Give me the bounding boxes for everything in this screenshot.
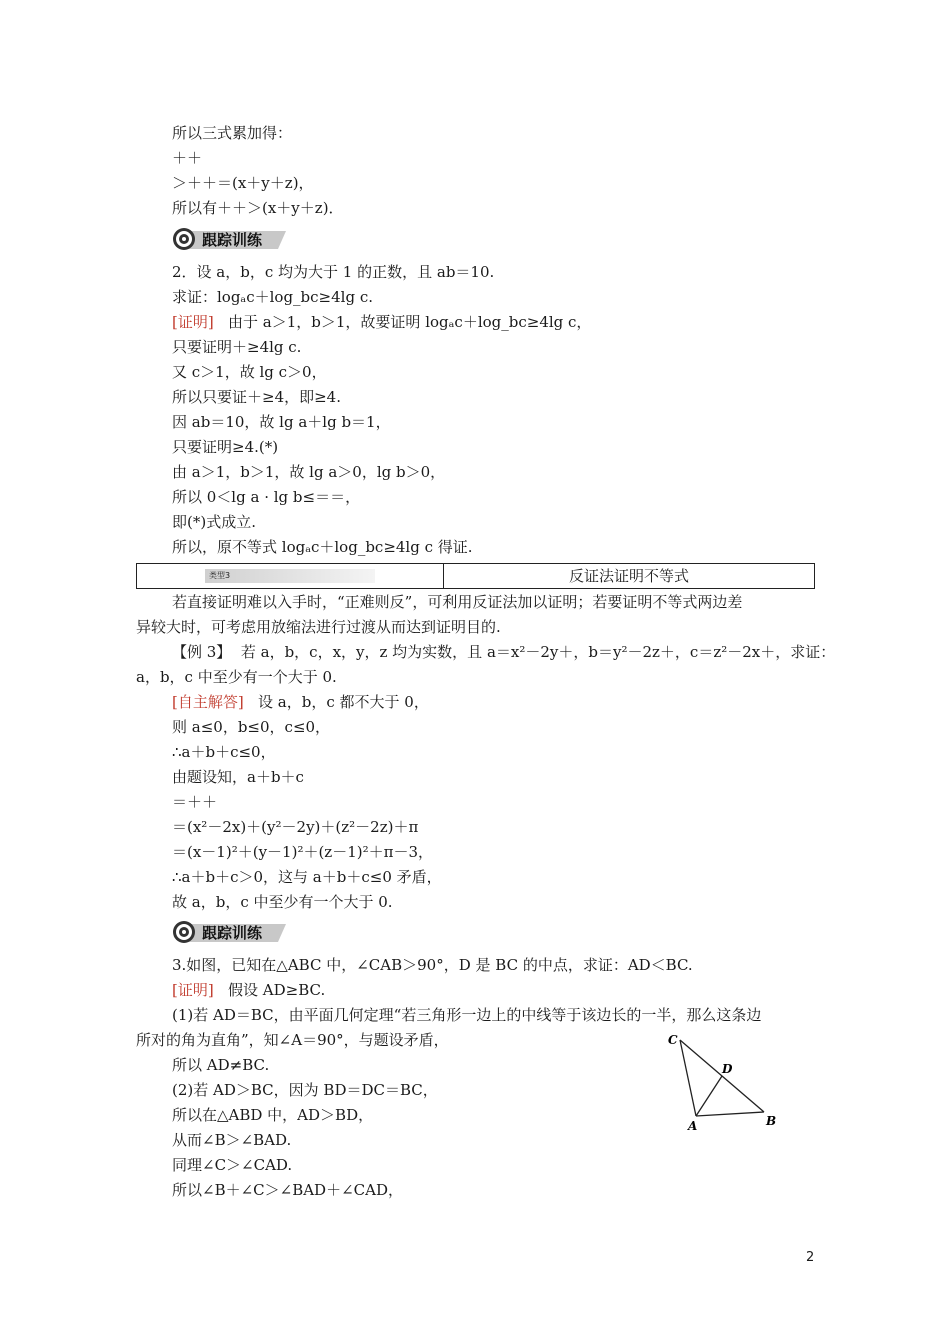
text-line: 从而∠B＞∠BAD.: [172, 1131, 292, 1149]
text-line: 因 ab＝10，故 lg a＋lg b＝1，: [172, 413, 391, 431]
answer-line: [172, 692, 429, 712]
triangle-diagram: [660, 1030, 790, 1130]
tracking-training-banner: [170, 227, 286, 251]
proof-text: 由于 a＞1，b＞1，故要证明 logₐc＋log_bc≥4lg c，: [228, 313, 592, 331]
text-line: 所对的角为直角”，知∠A＝90°，与题设矛盾，: [136, 1031, 449, 1049]
text-line: 由 a＞1，b＞1，故 lg a＞0，lg b＞0，: [172, 463, 446, 481]
question-2: 2．设 a，b，c 均为大于 1 的正数，且 ab＝10.: [172, 263, 495, 281]
text-line: 所以三式累加得：: [172, 124, 293, 142]
type-tag-cell: [137, 564, 444, 588]
banner-label: 跟踪训练: [202, 924, 263, 942]
proof-text: 假设 AD≥BC.: [228, 981, 326, 999]
type-title: 反证法证明不等式: [568, 567, 689, 585]
text-line: ＋＋: [172, 149, 203, 167]
proof-tag: [证明]: [172, 981, 214, 999]
text-line: 所以∠B＋∠C＞∠BAD＋∠CAD，: [172, 1181, 403, 1199]
intro-line: 若直接证明难以入手时，“正难则反”，可利用反证法加以证明；若要证明不等式两边差: [172, 593, 743, 611]
text-line: (2)若 AD＞BC，因为 BD＝DC＝BC，: [172, 1081, 438, 1099]
text-line: 由题设知，a＋b＋c: [172, 768, 304, 786]
text-line: 所以，原不等式 logₐc＋log_bc≥4lg c 得证.: [172, 538, 473, 556]
proof-line: [172, 980, 325, 1000]
example-3: [172, 642, 835, 662]
vertex-label-d: D: [722, 1062, 733, 1076]
text-line: 又 c＞1，故 lg c＞0，: [172, 363, 327, 381]
text-line: ＝(x－1)²＋(y－1)²＋(z－1)²＋π－3，: [172, 843, 434, 861]
intro-line: 异较大时，可考虑用放缩法进行过渡从而达到证明目的.: [136, 618, 501, 636]
text-line: ∴a＋b＋c≤0，: [172, 743, 276, 761]
answer-tag: [自主解答]: [172, 693, 244, 711]
proof-line: [172, 312, 591, 332]
triangle-figure: [660, 1030, 790, 1130]
text-line: 只要证明＋≥4lg c.: [172, 338, 302, 356]
text-line: 同理∠C＞∠CAD.: [172, 1156, 293, 1174]
vertex-label-c: C: [668, 1033, 678, 1047]
text-line: 所以只要证＋≥4，即≥4.: [172, 388, 341, 406]
text-line: ∴a＋b＋c＞0，这与 a＋b＋c≤0 矛盾，: [172, 868, 442, 886]
vertex-label-b: B: [766, 1114, 777, 1128]
text-line: 所以 AD≠BC.: [172, 1056, 270, 1074]
vertex-label-a: A: [688, 1119, 698, 1130]
text-line: 所以有＋＋＞(x＋y＋z)．: [172, 199, 344, 217]
text-line: ＞＋＋＝(x＋y＋z)，: [172, 174, 314, 192]
text-line: ＝(x²－2x)＋(y²－2y)＋(z²－2z)＋π: [172, 818, 419, 836]
example-tag: 【例 3】: [172, 643, 232, 661]
text-line: 只要证明≥4.(*): [172, 438, 279, 456]
example-line: a，b，c 中至少有一个大于 0.: [136, 668, 337, 686]
text-line: 故 a，b，c 中至少有一个大于 0.: [172, 893, 393, 911]
text-line: 所以在△ABD 中，AD＞BD，: [172, 1106, 374, 1124]
question-3: 3.如图，已知在△ABC 中，∠CAB＞90°，D 是 BC 的中点，求证：AD＜BC.: [172, 956, 693, 974]
type-tag: 类型3: [205, 569, 375, 583]
text-line: ＝＋＋: [172, 793, 218, 811]
text-line: (1)若 AD＝BC，由平面几何定理“若三角形一边上的中线等于该边长的一半，那么这条边: [172, 1006, 762, 1024]
tracking-training-banner: [170, 920, 286, 944]
type-header-table: [136, 563, 815, 589]
example-text: 若 a，b，c，x，y，z 均为实数，且 a＝x²－2y＋，b＝y²－2z＋，c＝z²－2x＋，求证：: [240, 643, 836, 661]
question-2-claim: 求证：logₐc＋log_bc≥4lg c.: [172, 288, 373, 306]
text-line: 所以 0＜lg a · lg b≤＝＝，: [172, 488, 361, 506]
text-line: 则 a≤0，b≤0，c≤0，: [172, 718, 331, 736]
text-line: 即(*)式成立.: [172, 513, 256, 531]
page-number: 2: [806, 1250, 815, 1265]
proof-tag: [证明]: [172, 313, 214, 331]
answer-text: 设 a，b，c 都不大于 0，: [258, 693, 429, 711]
banner-label: 跟踪训练: [202, 231, 263, 249]
